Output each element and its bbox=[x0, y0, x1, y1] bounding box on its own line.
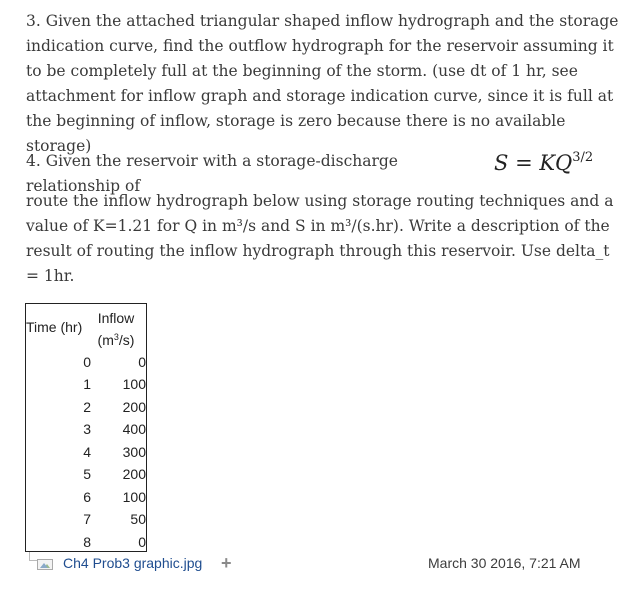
cell-time: 8 bbox=[83, 533, 91, 550]
inflow-table bbox=[25, 303, 147, 552]
formula-coefficient: K bbox=[539, 151, 556, 175]
storage-discharge-formula bbox=[494, 150, 593, 175]
cell-time: 0 bbox=[83, 353, 91, 370]
cell-inflow: 300 bbox=[122, 443, 146, 460]
add-plus-icon[interactable]: + bbox=[221, 553, 232, 573]
formula-exponent: 3/2 bbox=[572, 150, 594, 165]
attachment-link[interactable]: Ch4 Prob3 graphic.jpg bbox=[63, 555, 203, 571]
table-row bbox=[26, 418, 146, 441]
cell-inflow: 400 bbox=[122, 421, 146, 437]
cell-time: 1 bbox=[83, 376, 91, 392]
table-row bbox=[26, 531, 146, 554]
attachment-timestamp: March 30 2016, 7:21 AM bbox=[428, 555, 581, 571]
table-row bbox=[26, 463, 146, 486]
table-row bbox=[26, 486, 146, 509]
cell-inflow: 200 bbox=[122, 398, 146, 415]
cell-time: 5 bbox=[83, 466, 91, 482]
cell-inflow: 0 bbox=[138, 533, 146, 550]
cell-inflow: 100 bbox=[122, 488, 146, 505]
header-time: Time (hr) bbox=[26, 319, 83, 335]
question-3-text: 3. Given the attached triangular shaped inflow hydrograph and the storage indication curve, find the outflow hydrograph for the reservoir assuming it to be completely full at the beginning of the storm. (use dt of 1 hr, see attachment for inflow graph and storage indication curve, since it is full at the beginning of inflow, storage is zero because there is no available storage) bbox=[26, 12, 619, 155]
image-file-icon bbox=[37, 559, 53, 570]
cell-time: 7 bbox=[83, 511, 91, 527]
cell-inflow: 0 bbox=[138, 353, 146, 370]
question-4-intro: 4. Given the reservoir with a storage-discharge relationship of bbox=[26, 152, 398, 195]
question-4-body: route the inflow hydrograph below using storage routing techniques and a value of K=1.21 for Q in m³/s and S in m³/(s.hr). Write a description of the result of routing the inflow hydrograph through this reservoir. Use delta_t = 1hr. bbox=[26, 192, 614, 285]
header-inflow bbox=[90, 309, 142, 350]
cell-time: 6 bbox=[83, 488, 91, 505]
header-inflow-unit: $(m^3/s)$ bbox=[97, 332, 135, 348]
formula-lhs: S bbox=[494, 151, 509, 175]
cell-time: 3 bbox=[83, 421, 91, 437]
formula-variable: Q bbox=[555, 151, 573, 175]
cell-time: 4 bbox=[83, 443, 91, 460]
table-row bbox=[26, 508, 146, 531]
table-row bbox=[26, 373, 146, 396]
cell-inflow: 50 bbox=[130, 511, 146, 527]
formula-equals: = bbox=[508, 151, 540, 175]
attachment-bar bbox=[0, 552, 640, 576]
cell-inflow: 200 bbox=[122, 466, 146, 482]
table-row bbox=[26, 396, 146, 419]
cell-time: 2 bbox=[83, 398, 91, 415]
cell-inflow: 100 bbox=[122, 376, 146, 392]
table-row bbox=[26, 351, 146, 374]
table-row bbox=[26, 441, 146, 464]
header-inflow-label: Inflow bbox=[97, 310, 135, 326]
